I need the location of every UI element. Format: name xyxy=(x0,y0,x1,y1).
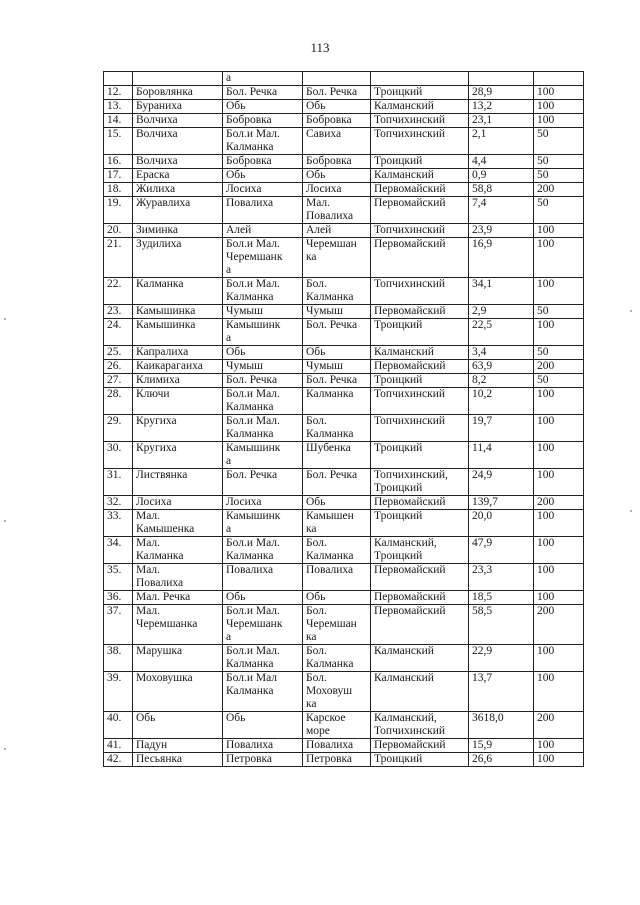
river-name-cell: Калманка xyxy=(133,278,223,305)
district-cell: Калманский xyxy=(371,672,469,712)
mouth-cell: Бол. Речка xyxy=(223,374,303,388)
length-cell: 28,9 xyxy=(469,86,534,100)
district-cell: Первомайский xyxy=(371,739,469,753)
mouth-cell: Обь xyxy=(223,169,303,183)
mouth-cell: Бол.и Мал. Черемшанк а xyxy=(223,605,303,645)
river-name-cell: Журавлиха xyxy=(133,197,223,224)
zone-cell: 100 xyxy=(534,753,584,767)
district-cell: Троицкий xyxy=(371,442,469,469)
mouth-cell: Бол.и Мал. Калманка xyxy=(223,278,303,305)
table-row xyxy=(104,442,584,469)
mouth-cell: Обь xyxy=(223,100,303,114)
district-cell: Первомайский xyxy=(371,564,469,591)
basin-cell: Бол. Калманка xyxy=(303,415,371,442)
table-row xyxy=(104,100,584,114)
num-cell: 22. xyxy=(104,278,133,305)
num-cell: 39. xyxy=(104,672,133,712)
length-cell: 47,9 xyxy=(469,537,534,564)
district-cell: Первомайский xyxy=(371,197,469,224)
table-row xyxy=(104,739,584,753)
mouth-cell: Алей xyxy=(223,224,303,238)
district-cell: Калманский xyxy=(371,169,469,183)
num-cell: 17. xyxy=(104,169,133,183)
zone-cell: 100 xyxy=(534,591,584,605)
basin-cell: Бол. Моховуш ка xyxy=(303,672,371,712)
basin-cell: Обь xyxy=(303,496,371,510)
basin-cell: Бобровка xyxy=(303,114,371,128)
river-name-cell: Ключи xyxy=(133,388,223,415)
table-row xyxy=(104,672,584,712)
basin-cell: Обь xyxy=(303,591,371,605)
district-cell: Калманский xyxy=(371,645,469,672)
district-cell: Троицкий xyxy=(371,510,469,537)
district-cell: Троицкий xyxy=(371,319,469,346)
table-row xyxy=(104,319,584,346)
num-cell: 32. xyxy=(104,496,133,510)
zone-cell: 50 xyxy=(534,374,584,388)
zone-cell: 100 xyxy=(534,319,584,346)
mouth-cell: Бол.и Мал Калманка xyxy=(223,672,303,712)
num-cell: 19. xyxy=(104,197,133,224)
length-cell: 22,9 xyxy=(469,645,534,672)
num-cell xyxy=(104,72,133,86)
mouth-cell: Бол.и Мал. Калманка xyxy=(223,415,303,442)
table-row xyxy=(104,169,584,183)
basin-cell: Лосиха xyxy=(303,183,371,197)
table-row xyxy=(104,128,584,155)
mouth-cell: Бол.и Мал. Черемшанк а xyxy=(223,238,303,278)
zone-cell: 100 xyxy=(534,86,584,100)
river-name-cell: Листвянка xyxy=(133,469,223,496)
district-cell: Калманский xyxy=(371,346,469,360)
table-row xyxy=(104,360,584,374)
district-cell: Троицкий xyxy=(371,374,469,388)
zone-cell: 200 xyxy=(534,360,584,374)
district-cell: Первомайский xyxy=(371,305,469,319)
length-cell: 58,8 xyxy=(469,183,534,197)
length-cell: 8,2 xyxy=(469,374,534,388)
zone-cell: 100 xyxy=(534,388,584,415)
mouth-cell: Камышинк а xyxy=(223,510,303,537)
length-cell: 10,2 xyxy=(469,388,534,415)
mouth-cell: Лосиха xyxy=(223,496,303,510)
length-cell: 34,1 xyxy=(469,278,534,305)
basin-cell: Обь xyxy=(303,100,371,114)
basin-cell: Савиха xyxy=(303,128,371,155)
basin-cell xyxy=(303,72,371,86)
river-name-cell: Ераска xyxy=(133,169,223,183)
length-cell: 13,2 xyxy=(469,100,534,114)
table-row xyxy=(104,415,584,442)
num-cell: 24. xyxy=(104,319,133,346)
scan-speck xyxy=(4,318,6,320)
river-name-cell: Песьянка xyxy=(133,753,223,767)
length-cell xyxy=(469,72,534,86)
mouth-cell: Бол. Речка xyxy=(223,86,303,100)
page-number: 113 xyxy=(310,40,330,55)
basin-cell: Бобровка xyxy=(303,155,371,169)
river-name-cell: Мал. Повалиха xyxy=(133,564,223,591)
zone-cell: 100 xyxy=(534,114,584,128)
mouth-cell: Чумыш xyxy=(223,305,303,319)
zone-cell: 100 xyxy=(534,238,584,278)
scan-speck xyxy=(630,510,632,512)
basin-cell: Бол. Калманка xyxy=(303,645,371,672)
river-name-cell: Климиха xyxy=(133,374,223,388)
zone-cell: 50 xyxy=(534,197,584,224)
river-name-cell: Капралиха xyxy=(133,346,223,360)
num-cell: 12. xyxy=(104,86,133,100)
basin-cell: Карское море xyxy=(303,712,371,739)
zone-cell: 100 xyxy=(534,537,584,564)
district-cell: Первомайский xyxy=(371,238,469,278)
num-cell: 14. xyxy=(104,114,133,128)
basin-cell: Бол. Черемшан ка xyxy=(303,605,371,645)
district-cell: Троицкий xyxy=(371,155,469,169)
length-cell: 0,9 xyxy=(469,169,534,183)
length-cell: 15,9 xyxy=(469,739,534,753)
length-cell: 2,1 xyxy=(469,128,534,155)
zone-cell: 100 xyxy=(534,739,584,753)
river-name-cell: Камышинка xyxy=(133,305,223,319)
length-cell: 11,4 xyxy=(469,442,534,469)
num-cell: 23. xyxy=(104,305,133,319)
mouth-cell: Бол.и Мал. Калманка xyxy=(223,645,303,672)
zone-cell: 200 xyxy=(534,496,584,510)
mouth-cell: Повалиха xyxy=(223,564,303,591)
table-row xyxy=(104,238,584,278)
table-row xyxy=(104,183,584,197)
length-cell: 23,1 xyxy=(469,114,534,128)
num-cell: 13. xyxy=(104,100,133,114)
num-cell: 30. xyxy=(104,442,133,469)
table-row xyxy=(104,374,584,388)
zone-cell: 200 xyxy=(534,712,584,739)
basin-cell: Бол. Калманка xyxy=(303,278,371,305)
length-cell: 4,4 xyxy=(469,155,534,169)
river-name-cell: Мал. Черемшанка xyxy=(133,605,223,645)
district-cell: Первомайский xyxy=(371,605,469,645)
num-cell: 25. xyxy=(104,346,133,360)
mouth-cell: Бол.и Мал. Калманка xyxy=(223,388,303,415)
river-name-cell: Камышинка xyxy=(133,319,223,346)
mouth-cell: Камышинк а xyxy=(223,319,303,346)
basin-cell: Петровка xyxy=(303,753,371,767)
district-cell: Калманский xyxy=(371,100,469,114)
zone-cell: 200 xyxy=(534,605,584,645)
num-cell: 35. xyxy=(104,564,133,591)
basin-cell: Калманка xyxy=(303,388,371,415)
num-cell: 27. xyxy=(104,374,133,388)
num-cell: 41. xyxy=(104,739,133,753)
district-cell: Топчихинский xyxy=(371,415,469,442)
mouth-cell: Бол.и Мал. Калманка xyxy=(223,537,303,564)
scan-speck xyxy=(4,520,6,522)
district-cell: Калманский, Топчихинский xyxy=(371,712,469,739)
num-cell: 40. xyxy=(104,712,133,739)
num-cell: 36. xyxy=(104,591,133,605)
zone-cell: 50 xyxy=(534,128,584,155)
mouth-cell: Бобровка xyxy=(223,114,303,128)
district-cell: Топчихинский xyxy=(371,388,469,415)
mouth-cell: а xyxy=(223,72,303,86)
table-row xyxy=(104,510,584,537)
basin-cell: Черемшан ка xyxy=(303,238,371,278)
river-name-cell: Зудилиха xyxy=(133,238,223,278)
rivers-table-body xyxy=(104,72,584,767)
length-cell: 2,9 xyxy=(469,305,534,319)
river-name-cell: Боровлянка xyxy=(133,86,223,100)
river-name-cell: Мал. Речка xyxy=(133,591,223,605)
table-row xyxy=(104,197,584,224)
district-cell: Троицкий xyxy=(371,753,469,767)
mouth-cell: Обь xyxy=(223,591,303,605)
length-cell: 58,5 xyxy=(469,605,534,645)
num-cell: 18. xyxy=(104,183,133,197)
river-name-cell: Моховушка xyxy=(133,672,223,712)
num-cell: 20. xyxy=(104,224,133,238)
table-row xyxy=(104,72,584,86)
table-row xyxy=(104,605,584,645)
district-cell: Первомайский xyxy=(371,591,469,605)
mouth-cell: Бол.и Мал. Калманка xyxy=(223,128,303,155)
length-cell: 23,9 xyxy=(469,224,534,238)
basin-cell: Чумыш xyxy=(303,360,371,374)
scan-speck xyxy=(630,310,632,312)
table-row xyxy=(104,712,584,739)
river-name-cell: Мал. Калманка xyxy=(133,537,223,564)
mouth-cell: Повалиха xyxy=(223,197,303,224)
table-row xyxy=(104,278,584,305)
length-cell: 7,4 xyxy=(469,197,534,224)
river-name-cell: Жилиха xyxy=(133,183,223,197)
num-cell: 16. xyxy=(104,155,133,169)
basin-cell: Повалиха xyxy=(303,739,371,753)
basin-cell: Бол. Речка xyxy=(303,86,371,100)
num-cell: 33. xyxy=(104,510,133,537)
river-name-cell: Волчиха xyxy=(133,155,223,169)
mouth-cell: Петровка xyxy=(223,753,303,767)
zone-cell: 50 xyxy=(534,346,584,360)
basin-cell: Шубенка xyxy=(303,442,371,469)
district-cell: Топчихинский xyxy=(371,114,469,128)
zone-cell: 100 xyxy=(534,442,584,469)
num-cell: 34. xyxy=(104,537,133,564)
length-cell: 3618,0 xyxy=(469,712,534,739)
zone-cell: 200 xyxy=(534,183,584,197)
zone-cell: 50 xyxy=(534,169,584,183)
zone-cell: 100 xyxy=(534,564,584,591)
basin-cell: Камышен ка xyxy=(303,510,371,537)
district-cell: Первомайский xyxy=(371,496,469,510)
mouth-cell: Чумыш xyxy=(223,360,303,374)
basin-cell: Бол. Калманка xyxy=(303,537,371,564)
basin-cell: Повалиха xyxy=(303,564,371,591)
river-name-cell: Мал. Камышенка xyxy=(133,510,223,537)
river-name-cell: Обь xyxy=(133,712,223,739)
mouth-cell: Обь xyxy=(223,712,303,739)
zone-cell: 100 xyxy=(534,672,584,712)
zone-cell: 100 xyxy=(534,469,584,496)
num-cell: 21. xyxy=(104,238,133,278)
district-cell: Первомайский xyxy=(371,183,469,197)
river-name-cell: Лосиха xyxy=(133,496,223,510)
mouth-cell: Бол. Речка xyxy=(223,469,303,496)
zone-cell xyxy=(534,72,584,86)
zone-cell: 50 xyxy=(534,155,584,169)
mouth-cell: Лосиха xyxy=(223,183,303,197)
table-row xyxy=(104,388,584,415)
river-name-cell: Волчиха xyxy=(133,114,223,128)
length-cell: 13,7 xyxy=(469,672,534,712)
district-cell: Топчихинский, Троицкий xyxy=(371,469,469,496)
length-cell: 24,9 xyxy=(469,469,534,496)
zone-cell: 100 xyxy=(534,415,584,442)
length-cell: 23,3 xyxy=(469,564,534,591)
basin-cell: Обь xyxy=(303,169,371,183)
district-cell: Калманский, Троицкий xyxy=(371,537,469,564)
zone-cell: 100 xyxy=(534,645,584,672)
length-cell: 139,7 xyxy=(469,496,534,510)
num-cell: 42. xyxy=(104,753,133,767)
table-row xyxy=(104,564,584,591)
mouth-cell: Повалиха xyxy=(223,739,303,753)
num-cell: 28. xyxy=(104,388,133,415)
zone-cell: 100 xyxy=(534,278,584,305)
basin-cell: Бол. Речка xyxy=(303,319,371,346)
mouth-cell: Бобровка xyxy=(223,155,303,169)
river-name-cell: Бураниха xyxy=(133,100,223,114)
basin-cell: Мал. Повалиха xyxy=(303,197,371,224)
river-name-cell: Каикарагаиха xyxy=(133,360,223,374)
district-cell: Топчихинский xyxy=(371,224,469,238)
river-name-cell: Зиминка xyxy=(133,224,223,238)
table-row xyxy=(104,114,584,128)
num-cell: 26. xyxy=(104,360,133,374)
basin-cell: Алей xyxy=(303,224,371,238)
river-name-cell: Волчиха xyxy=(133,128,223,155)
table-row xyxy=(104,224,584,238)
table-row xyxy=(104,753,584,767)
district-cell: Топчихинский xyxy=(371,128,469,155)
basin-cell: Бол. Речка xyxy=(303,374,371,388)
table-row xyxy=(104,496,584,510)
length-cell: 20,0 xyxy=(469,510,534,537)
length-cell: 63,9 xyxy=(469,360,534,374)
river-name-cell: Падун xyxy=(133,739,223,753)
length-cell: 26,6 xyxy=(469,753,534,767)
length-cell: 18,5 xyxy=(469,591,534,605)
basin-cell: Обь xyxy=(303,346,371,360)
num-cell: 29. xyxy=(104,415,133,442)
mouth-cell: Обь xyxy=(223,346,303,360)
table-row xyxy=(104,591,584,605)
length-cell: 16,9 xyxy=(469,238,534,278)
district-cell: Троицкий xyxy=(371,86,469,100)
num-cell: 15. xyxy=(104,128,133,155)
river-name-cell xyxy=(133,72,223,86)
zone-cell: 100 xyxy=(534,224,584,238)
river-name-cell: Марушка xyxy=(133,645,223,672)
length-cell: 3,4 xyxy=(469,346,534,360)
table-row xyxy=(104,469,584,496)
river-name-cell: Кругиха xyxy=(133,442,223,469)
num-cell: 37. xyxy=(104,605,133,645)
table-row xyxy=(104,537,584,564)
district-cell xyxy=(371,72,469,86)
table-row xyxy=(104,346,584,360)
table-row xyxy=(104,305,584,319)
num-cell: 31. xyxy=(104,469,133,496)
length-cell: 22,5 xyxy=(469,319,534,346)
river-name-cell: Кругиха xyxy=(133,415,223,442)
mouth-cell: Камышинк а xyxy=(223,442,303,469)
table-row xyxy=(104,86,584,100)
num-cell: 38. xyxy=(104,645,133,672)
rivers-table xyxy=(103,71,584,767)
district-cell: Топчихинский xyxy=(371,278,469,305)
zone-cell: 100 xyxy=(534,100,584,114)
scan-speck xyxy=(4,748,6,750)
zone-cell: 100 xyxy=(534,510,584,537)
basin-cell: Чумыш xyxy=(303,305,371,319)
length-cell: 19,7 xyxy=(469,415,534,442)
zone-cell: 50 xyxy=(534,305,584,319)
district-cell: Первомайский xyxy=(371,360,469,374)
basin-cell: Бол. Речка xyxy=(303,469,371,496)
table-row xyxy=(104,645,584,672)
table-row xyxy=(104,155,584,169)
